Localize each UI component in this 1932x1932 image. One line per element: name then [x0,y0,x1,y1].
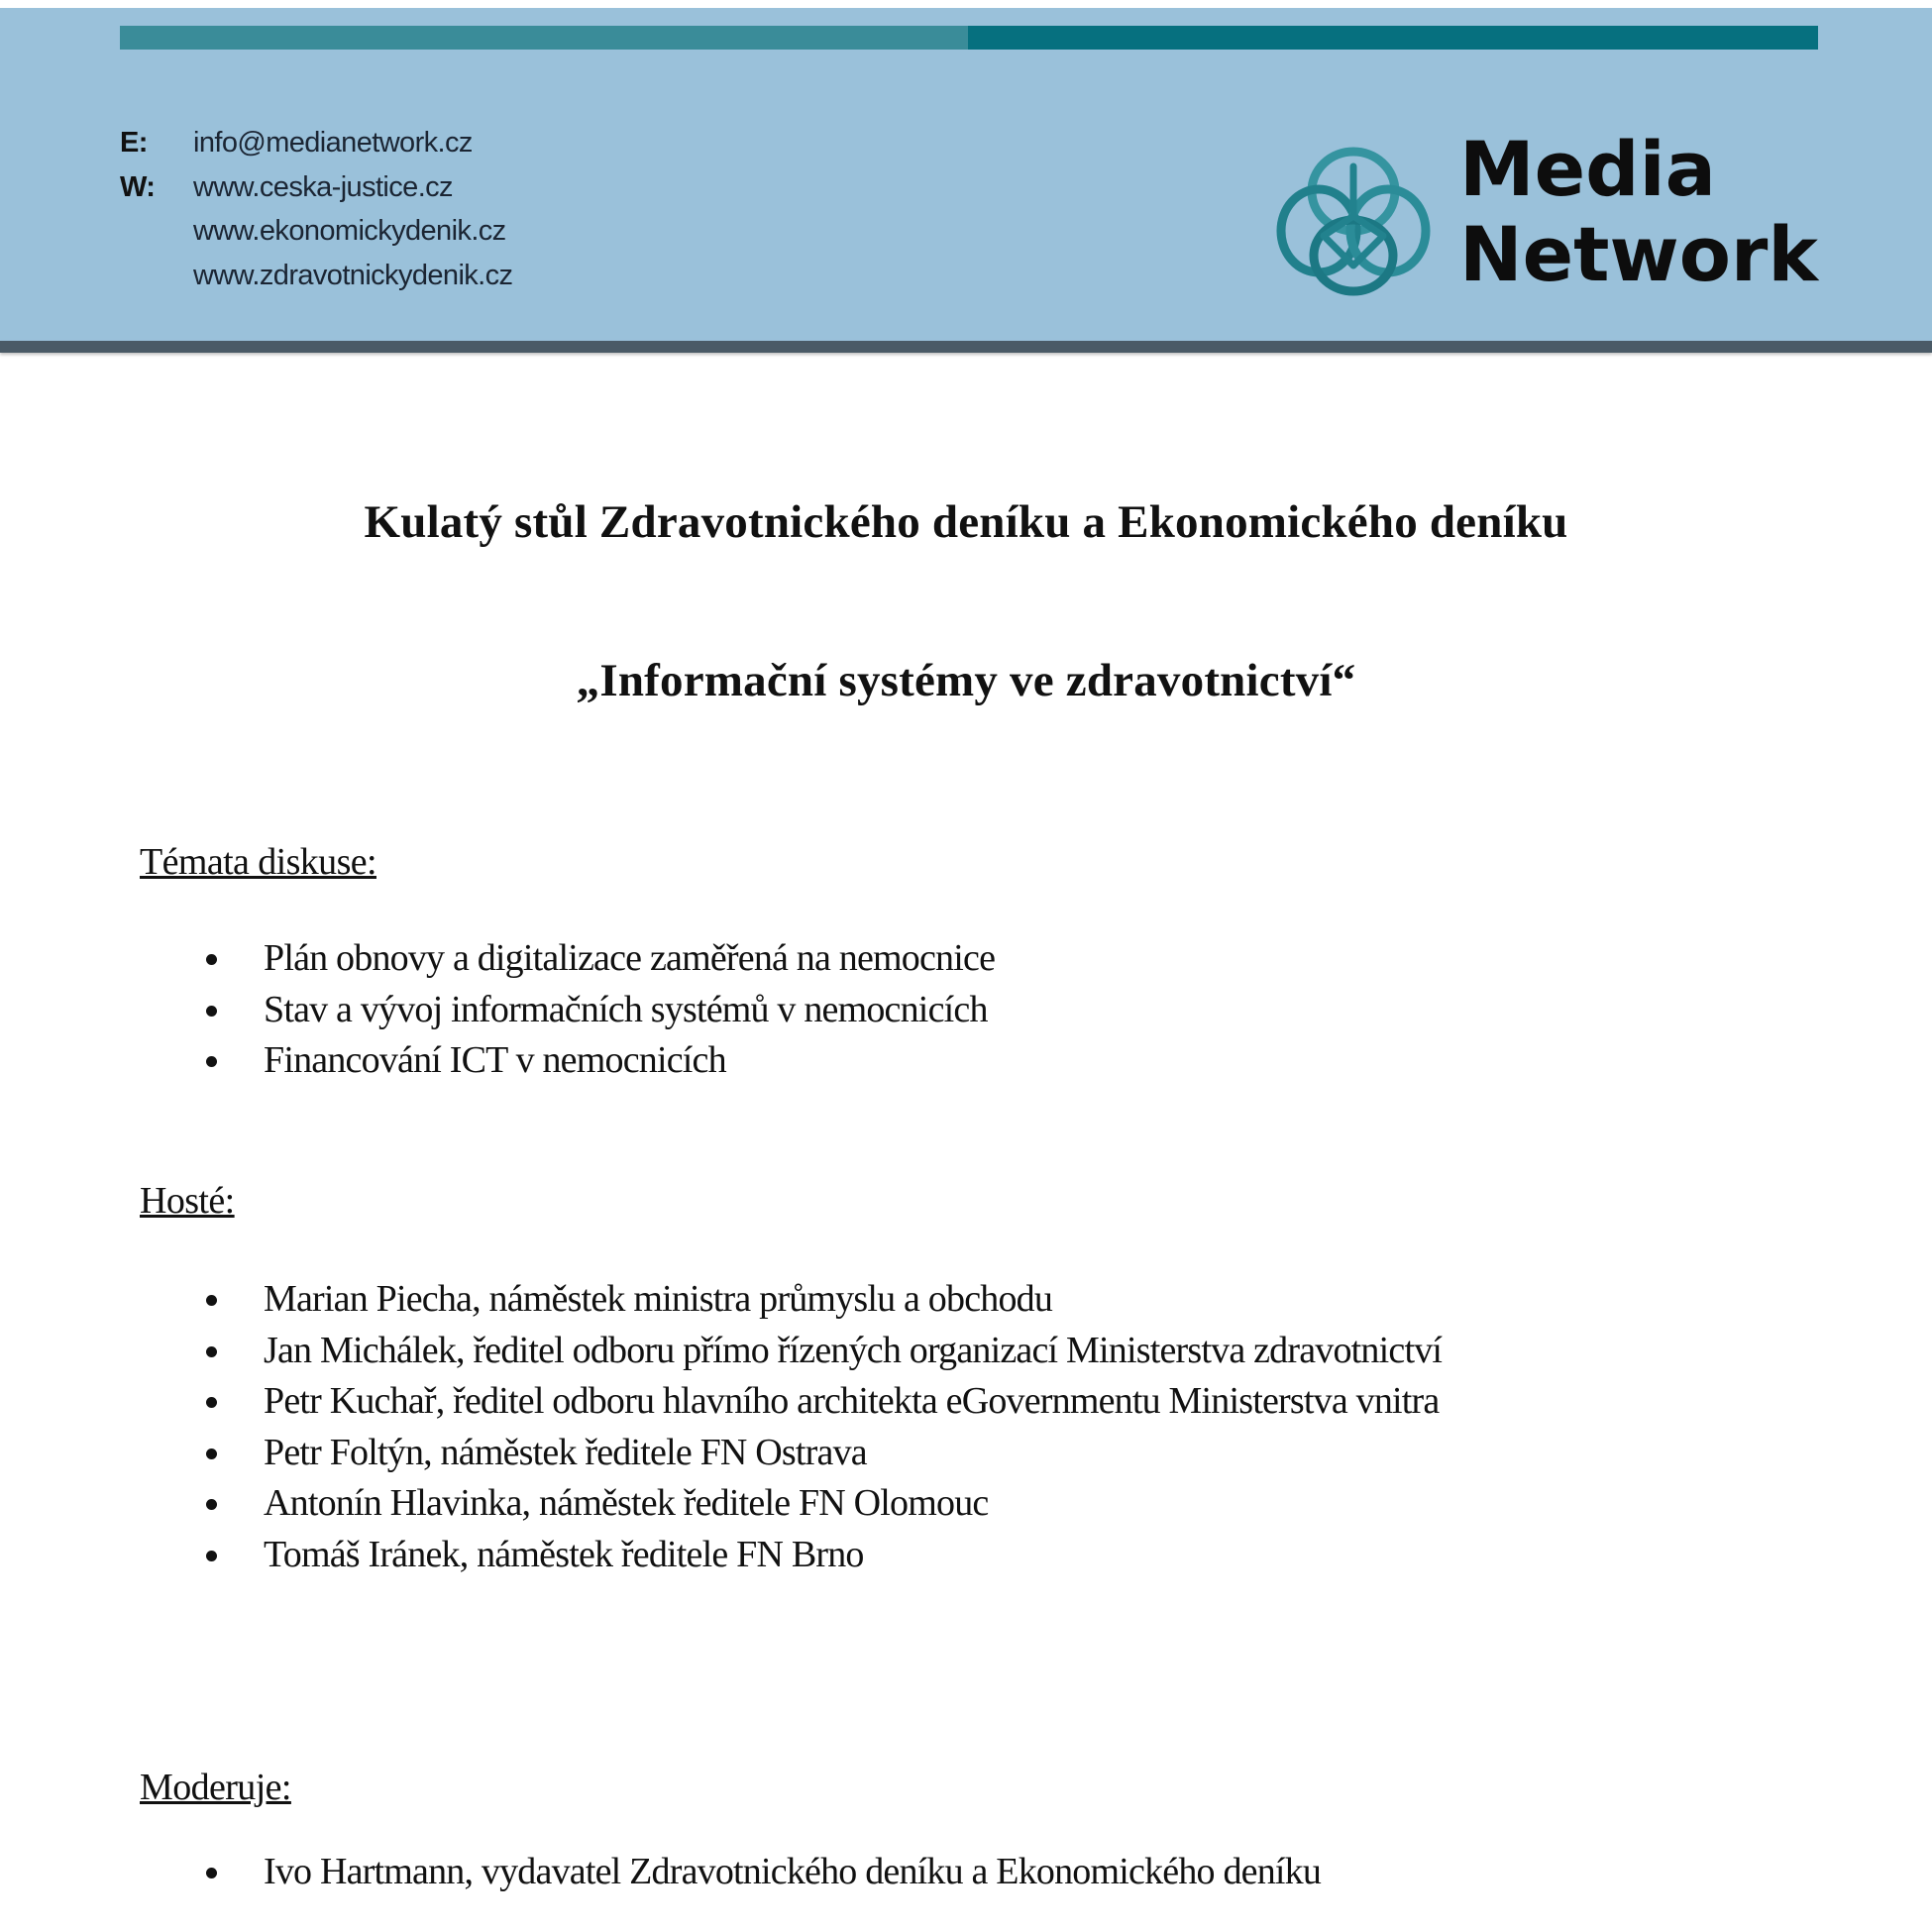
list-item-text: Marian Piecha, náměstek ministra průmyslu a obchodu [264,1278,1053,1320]
list-item-text: Tomáš Iránek, náměstek ředitele FN Brno [264,1533,864,1575]
network-knot-icon [1274,137,1433,300]
website-link[interactable]: www.zdravotnickydenik.cz [193,259,513,291]
section-heading-topics: Témata diskuse: [140,841,376,883]
brand-name-line-2: Network [1459,210,1818,298]
list-item [0,1530,1442,1581]
contact-label: W: [120,170,156,203]
document-title: Kulatý stůl Zdravotnického deníku a Ekonomického deníku [364,496,1568,548]
bullet-icon [206,1551,217,1561]
list-item-text: Stav a vývoj informačních systémů v nemocnicích [264,988,988,1030]
list-item [0,1478,1442,1530]
guests-list [0,1274,1442,1580]
brand-logo-text [1459,127,1818,297]
contact-label: E: [120,127,148,159]
list-item [0,933,995,985]
moderator-list [0,1847,1321,1898]
list-item [0,985,995,1036]
header-accent-bar-right [968,26,1818,50]
list-item [0,1376,1442,1428]
section-heading-moderator: Moderuje: [140,1767,291,1808]
list-item [0,1326,1442,1377]
bullet-icon [206,1397,217,1408]
bullet-icon [206,1499,217,1510]
list-item-text: Ivo Hartmann, vydavatel Zdravotnického deníku a Ekonomického deníku [264,1851,1322,1892]
bullet-icon [206,1295,217,1306]
brand-name-line-1: Media [1459,125,1716,213]
list-item-text: Plán obnovy a digitalizace zaměřená na nemocnice [264,937,996,979]
list-item [0,1274,1442,1326]
bullet-icon [206,1056,217,1067]
list-item-text: Petr Foltýn, náměstek ředitele FN Ostrava [264,1431,867,1473]
bullet-icon [206,954,217,965]
list-item-text: Petr Kuchař, ředitel odboru hlavního architekta eGovernmentu Ministerstva vnitra [264,1380,1440,1422]
website-link[interactable]: www.ekonomickydenik.cz [193,215,506,247]
header-accent-bar-left [120,26,968,50]
header-divider [0,341,1932,353]
website-link[interactable]: www.ceska-justice.cz [193,170,453,203]
list-item [0,1428,1442,1479]
list-item-text: Jan Michálek, ředitel odboru přímo řízených organizací Ministerstva zdravotnictví [264,1329,1443,1371]
bullet-icon [206,1868,217,1878]
bullet-icon [206,1006,217,1017]
document-subtitle: „Informační systémy ve zdravotnictví“ [576,655,1356,706]
list-item [0,1035,995,1087]
email-link[interactable]: info@medianetwork.cz [193,127,473,159]
list-item [0,1847,1321,1898]
bullet-icon [206,1346,217,1357]
list-item-text: Antonín Hlavinka, náměstek ředitele FN Olomouc [264,1482,989,1524]
topics-list [0,933,995,1087]
section-heading-guests: Hosté: [140,1180,235,1222]
bullet-icon [206,1449,217,1459]
list-item-text: Financování ICT v nemocnicích [264,1039,726,1081]
